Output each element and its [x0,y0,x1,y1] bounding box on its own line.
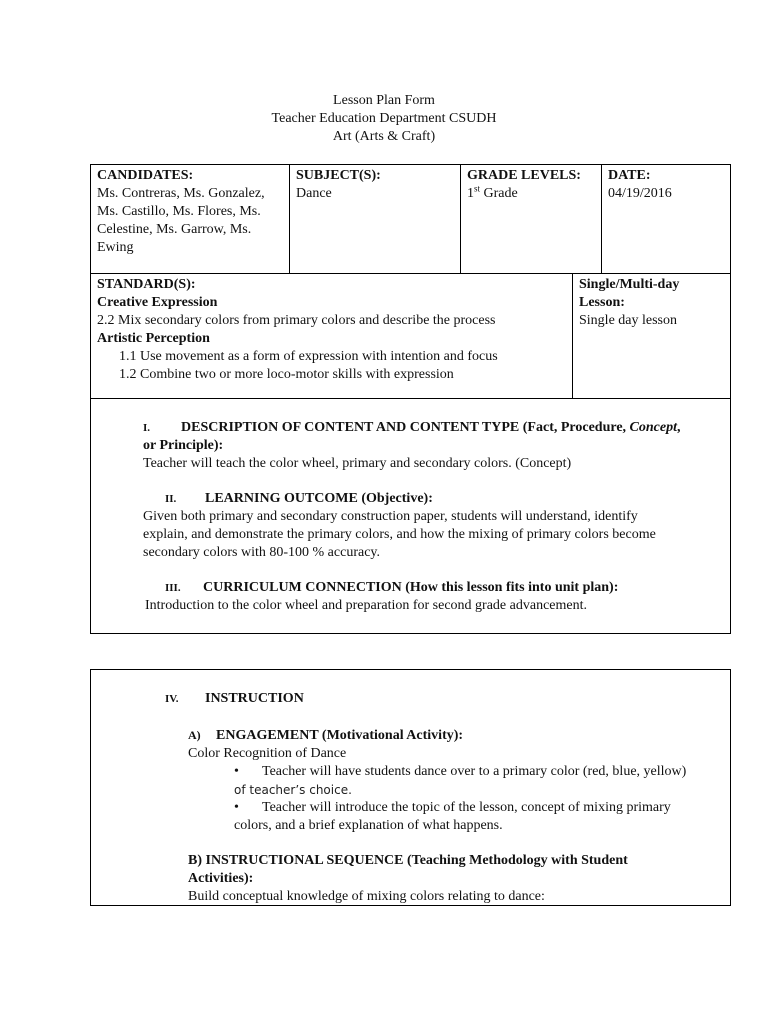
section-2-number: II. [165,493,177,505]
section-1-title-line-2: or Principle): [143,438,224,453]
info-table [90,164,731,399]
artistic-perception-item-2: 1.2 Combine two or more loco-motor skills with expression [119,367,454,382]
subject-label: SUBJECT(S): [296,168,381,183]
creative-expression-label: Creative Expression [97,295,218,310]
date-value: 04/19/2016 [608,186,672,201]
bullet-icon: • [234,764,239,779]
section-description-title [143,419,723,437]
standards-label: STANDARD(S): [97,277,196,292]
section-1-number: I. [143,422,151,434]
section-learning-outcome [143,490,723,562]
artistic-perception-item-1: 1.1 Use movement as a form of expression with intention and focus [119,349,498,364]
content-sections-box [90,398,731,634]
grade-cell [461,165,601,205]
section-2-body-2: explain, and demonstrate the primary colors, and how the mixing of primary colors become [143,527,656,542]
grade-word: Grade [480,186,518,201]
instruction-title-row [165,690,304,708]
grade-label: GRADE LEVELS: [467,168,581,183]
section-3-number: III. [165,582,181,594]
department-name: Teacher Education Department CSUDH [271,111,497,126]
bullet-icon: • [234,800,239,815]
candidates-line-4: Ewing [97,240,134,255]
sequence-title-line-2: Activities): [188,871,254,886]
instructional-sequence-section [188,852,723,906]
engagement-letter: A) [188,728,201,742]
engagement-title [188,726,723,745]
bullet-2-line-2: colors, and a brief explanation of what happens. [234,818,503,833]
section-1-title-a: DESCRIPTION OF CONTENT AND CONTENT TYPE (Fact, Procedure, [181,420,630,435]
sequence-title-line-1: B) INSTRUCTIONAL SEQUENCE (Teaching Methodology with Student [188,853,628,868]
instruction-box [90,669,731,906]
bullet-2-line-1: Teacher will introduce the topic of the lesson, concept of mixing primary [262,800,671,815]
section-2-title-text: LEARNING OUTCOME (Objective): [205,491,433,506]
lesson-duration-label-1: Single/Multi-day [579,277,680,292]
date-cell [602,165,730,205]
section-3-title [145,579,725,597]
section-2-title [143,490,723,508]
candidates-line-1: Ms. Contreras, Ms. Gonzalez, [97,186,265,201]
section-1-title-b: , [677,420,681,435]
lesson-duration-value: Single day lesson [579,313,677,328]
lesson-duration-cell [573,274,730,332]
creative-expression-item: 2.2 Mix secondary colors from primary colors and describe the process [97,313,496,328]
candidates-cell [91,165,289,259]
engagement-title-text: ENGAGEMENT (Motivational Activity): [216,728,464,743]
bullet-1-line-2: of teacher’s choice. [234,783,352,797]
sequence-body: Build conceptual knowledge of mixing colors relating to dance: [188,889,545,904]
engagement-section [188,726,723,835]
candidates-line-2: Ms. Castillo, Ms. Flores, Ms. [97,204,261,219]
section-2-body-3: secondary colors with 80-100 % accuracy. [143,545,381,560]
section-description [143,419,723,473]
section-4-number: IV. [165,693,179,705]
candidates-label: CANDIDATES: [97,168,194,183]
artistic-perception-label: Artistic Perception [97,331,210,346]
form-title: Lesson Plan Form [333,93,435,108]
date-label: DATE: [608,168,651,183]
subject-value: Dance [296,186,332,201]
grade-value [467,185,595,203]
section-curriculum-connection [145,579,725,615]
engagement-bullet-1 [188,763,723,799]
grade-number: 1 [467,186,474,201]
subject-cell [290,165,460,205]
section-1-title-italic: Concept [629,420,677,435]
engagement-bullet-2 [188,799,723,835]
standards-cell [91,274,572,386]
grade-ordinal: st [474,183,481,194]
engagement-subtitle: Color Recognition of Dance [188,746,347,761]
candidates-line-3: Celestine, Ms. Garrow, Ms. [97,222,252,237]
subject-area: Art (Arts & Craft) [332,129,436,144]
lesson-duration-label-2: Lesson: [579,295,625,310]
section-2-body-1: Given both primary and secondary construction paper, students will understand, identify [143,509,638,524]
section-3-title-text: CURRICULUM CONNECTION (How this lesson fits into unit plan): [203,580,619,595]
section-3-body: Introduction to the color wheel and preparation for second grade advancement. [145,598,587,613]
section-1-body: Teacher will teach the color wheel, primary and secondary colors. (Concept) [143,456,572,471]
bullet-1-line-1: Teacher will have students dance over to a primary color (red, blue, yellow) [262,764,687,779]
instruction-title: INSTRUCTION [205,691,304,706]
form-header [0,92,768,146]
